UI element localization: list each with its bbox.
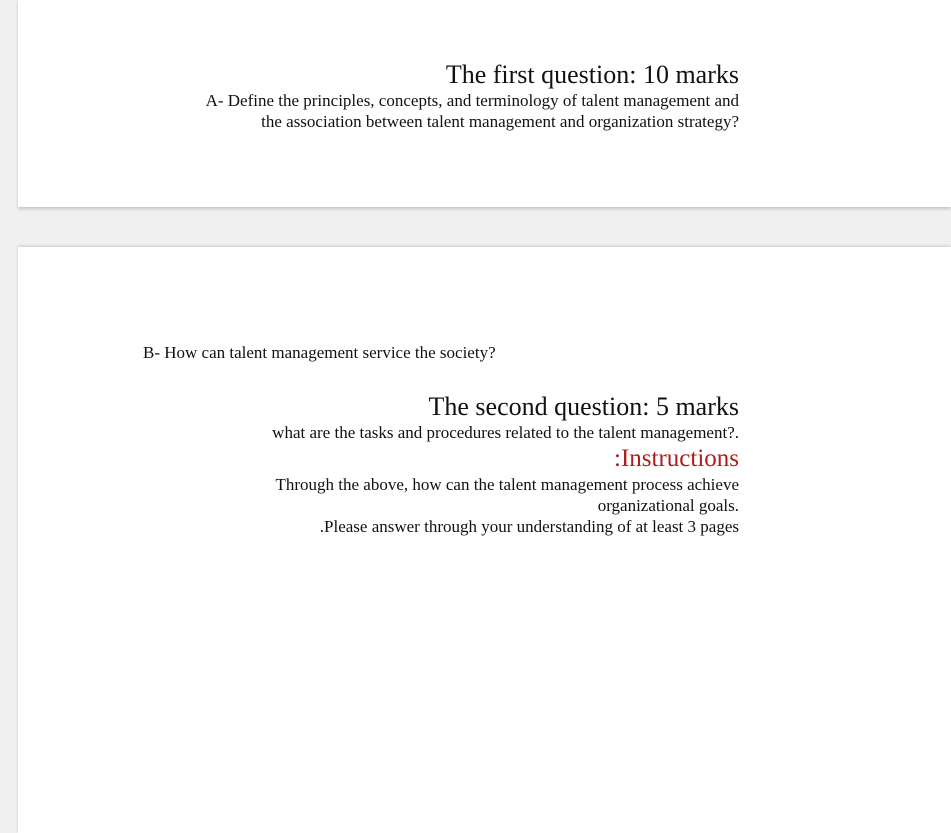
document-page-1 <box>18 0 951 207</box>
question2-text: what are the tasks and procedures related to the talent management?. <box>272 423 739 442</box>
question1-part-a-line2: the association between talent management and organization strategy? <box>261 112 739 131</box>
question1-part-a-line1: A- Define the principles, concepts, and terminology of talent management and <box>205 91 739 110</box>
question1-title: The first question: 10 marks <box>445 60 739 89</box>
instructions-line1: Through the above, how can the talent management process achieve <box>275 475 739 494</box>
instructions-title: :Instructions <box>614 445 739 472</box>
question1-part-b: B- How can talent management service the society? <box>143 343 496 362</box>
instructions-line3: .Please answer through your understanding of at least 3 pages <box>319 517 739 536</box>
instructions-line2: organizational goals. <box>597 496 739 515</box>
question2-title: The second question: 5 marks <box>428 392 739 421</box>
document-page-2 <box>18 247 951 833</box>
